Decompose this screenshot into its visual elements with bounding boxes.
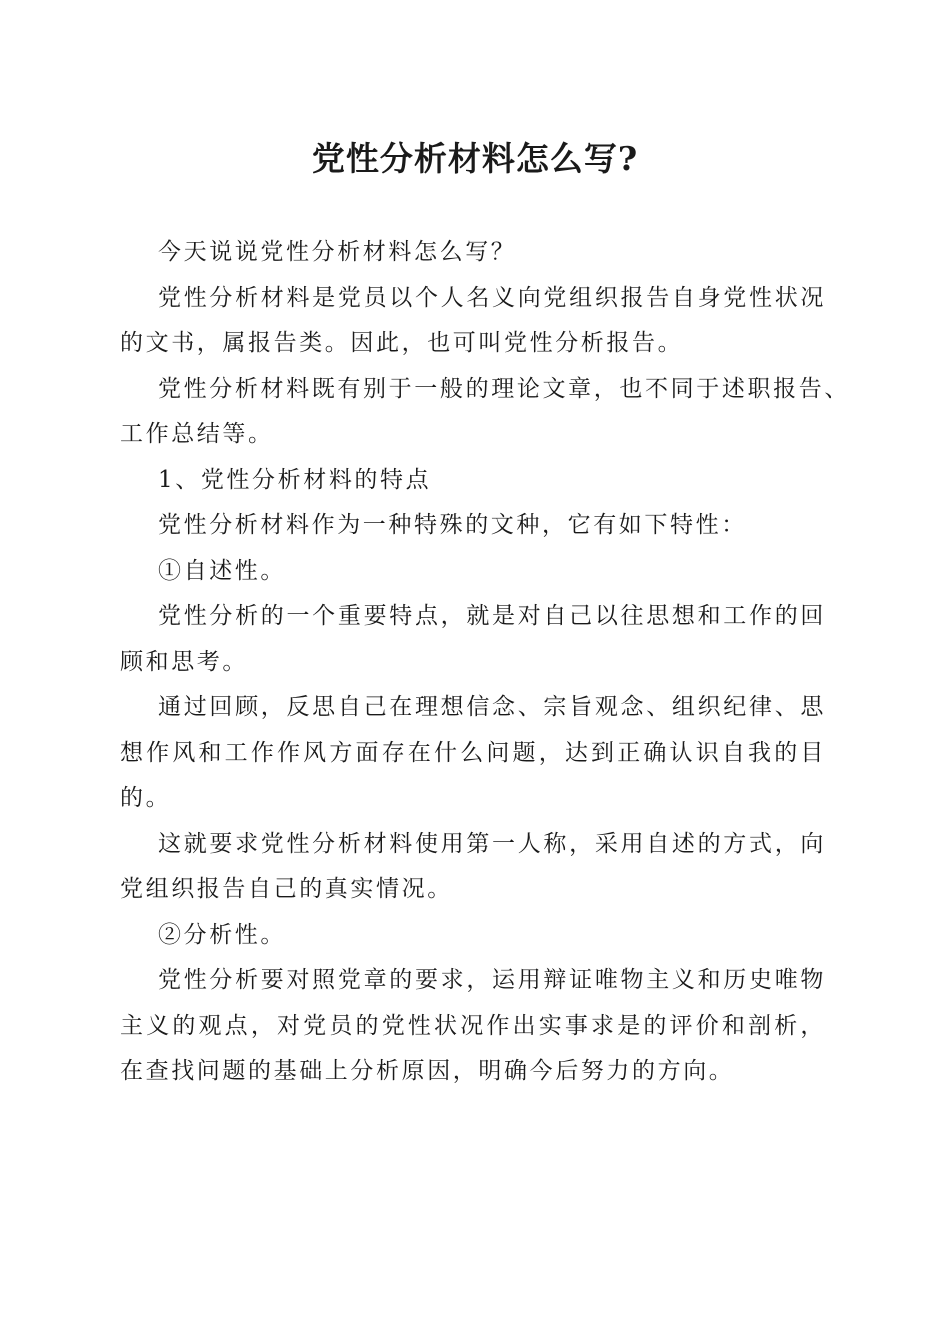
paragraph-self-narrative-1: 党性分析的一个重要特点，就是对自己以往思想和工作的回顾和思考。 [120, 603, 826, 675]
section-heading-features: 1、党性分析材料的特点 [158, 466, 432, 493]
paragraph-intro: 今天说说党性分析材料怎么写？ [158, 239, 517, 265]
paragraph-analytical-1: 党性分析要对照党章的要求，运用辩证唯物主义和历史唯物主义的观点，对党员的党性状况作出实事求是的评价和剖析，在查找问题的基础上分析原因，明确今后努力的方向。 [120, 967, 826, 1084]
paragraph-self-narrative-3: 这就要求党性分析材料使用第一人称，采用自述的方式，向党组织报告自己的真实情况。 [120, 830, 826, 902]
paragraph-self-narrative-2: 通过回顾，反思自己在理想信念、宗旨观念、组织纪律、思想作风和工作作风方面存在什么问题，达到正确认识自我的目的。 [120, 694, 826, 811]
subheading-analytical: ②分析性。 [158, 921, 286, 948]
subheading-self-narrative: ①自述性。 [158, 557, 286, 584]
paragraph-distinction: 党性分析材料既有别于一般的理论文章，也不同于述职报告、工作总结等。 [120, 375, 850, 447]
paragraph-definition: 党性分析材料是党员以个人名义向党组织报告自身党性状况的文书，属报告类。因此，也可叫党性分析报告。 [120, 284, 826, 356]
document-body [120, 230, 850, 1095]
paragraph-features-intro: 党性分析材料作为一种特殊的文种，它有如下特性： [158, 512, 747, 538]
document-title: 党性分析材料怎么写? [311, 139, 639, 178]
